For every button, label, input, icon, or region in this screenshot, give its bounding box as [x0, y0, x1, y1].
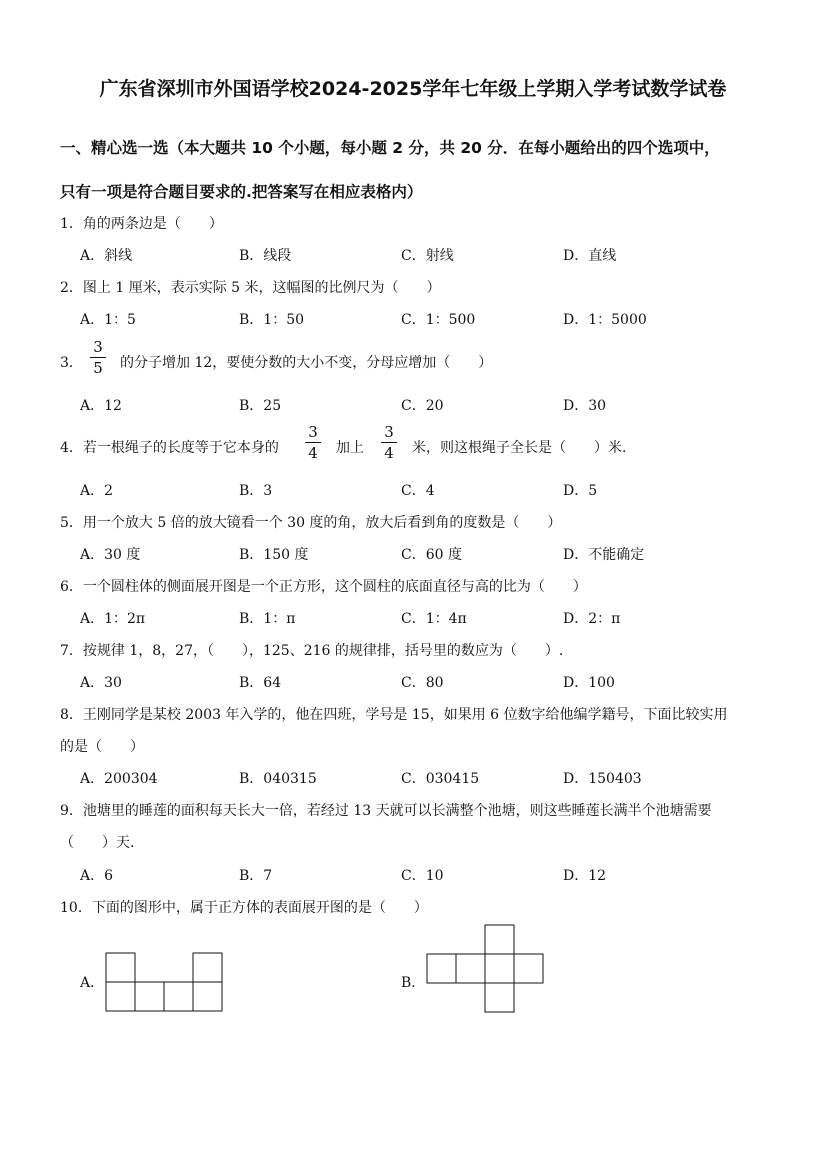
question-9-option-d[interactable]: D．12 [563, 868, 607, 884]
question-3-stem-suffix: 的分子增加 12，要使分数的大小不变，分母应增加（ ） [120, 355, 493, 371]
question-1-option-a[interactable]: A．斜线 [80, 248, 133, 264]
question-3-stem-prefix: 3． [60, 355, 83, 371]
fraction-bar [90, 357, 106, 358]
question-8-option-a[interactable]: A．200304 [80, 771, 158, 787]
fraction-numerator: 3 [93, 338, 103, 356]
question-9-stem: 9．池塘里的睡莲的面积每天长大一倍，若经过 13 天就可以长满整个池塘，则这些睡莲长满半个池塘需要 [60, 803, 712, 819]
question-2-option-c[interactable]: C．1：500 [401, 312, 476, 328]
fraction-bar [381, 442, 397, 443]
question-4-option-a[interactable]: A．2 [80, 483, 114, 499]
question-8-stem-line2: 的是（ ） [60, 739, 144, 755]
question-5-option-d[interactable]: D．不能确定 [563, 547, 645, 563]
question-9-option-b[interactable]: B．7 [239, 868, 273, 884]
question-10-option-b[interactable]: B． [401, 975, 426, 991]
cube-net-figure-b [426, 924, 546, 1015]
question-6-option-c[interactable]: C．1：4π [401, 611, 467, 627]
net-square [164, 982, 193, 1011]
fraction-denominator: 4 [384, 444, 394, 462]
question-10-option-a[interactable]: A． [80, 975, 105, 991]
net-square [135, 982, 164, 1011]
page-title: 广东省深圳市外国语学校2024-2025学年七年级上学期入学考试数学试卷 [99, 78, 727, 100]
question-1-option-c[interactable]: C．射线 [401, 248, 454, 264]
question-3-fraction [90, 338, 106, 377]
question-2-option-a[interactable]: A．1：5 [80, 312, 136, 328]
question-7-option-c[interactable]: C．80 [401, 675, 444, 691]
question-9-option-c[interactable]: C．10 [401, 868, 444, 884]
question-4-fraction-1 [305, 423, 321, 462]
question-4-fraction-2 [381, 423, 397, 462]
question-6-option-a[interactable]: A．1：2π [80, 611, 146, 627]
question-8-stem: 8．王刚同学是某校 2003 年入学的，他在四班，学号是 15，如果用 6 位数字给他编学籍号，下面比较实用 [60, 707, 728, 723]
question-4-option-d[interactable]: D．5 [563, 483, 598, 499]
question-1-stem: 1．角的两条边是（ ） [60, 216, 223, 232]
question-8-option-b[interactable]: B．040315 [239, 771, 317, 787]
question-6-option-d[interactable]: D．2：π [563, 611, 621, 627]
question-2-option-d[interactable]: D．1：5000 [563, 312, 647, 328]
question-3-option-a[interactable]: A．12 [80, 398, 122, 414]
fraction-numerator: 3 [384, 423, 394, 441]
question-4-stem-prefix: 4．若一根绳子的长度等于它本身的 [60, 440, 279, 456]
question-7-option-b[interactable]: B．64 [239, 675, 282, 691]
question-5-option-a[interactable]: A．30 度 [80, 547, 141, 563]
question-5-stem: 5．用一个放大 5 倍的放大镜看一个 30 度的角，放大后看到角的度数是（ ） [60, 515, 562, 531]
question-4-option-b[interactable]: B．3 [239, 483, 273, 499]
question-6-option-b[interactable]: B．1：π [239, 611, 296, 627]
question-9-stem-line2: （ ）天. [60, 835, 135, 851]
question-7-option-d[interactable]: D．100 [563, 675, 615, 691]
question-7-option-a[interactable]: A．30 [80, 675, 122, 691]
question-4-stem-suffix: 米，则这根绳子全长是（ ）米. [412, 440, 627, 456]
question-8-option-d[interactable]: D．150403 [563, 771, 642, 787]
net-square [193, 982, 222, 1011]
cube-net-figure-a [105, 952, 225, 1014]
question-3-option-b[interactable]: B．25 [239, 398, 282, 414]
question-8-option-c[interactable]: C．030415 [401, 771, 480, 787]
question-5-option-b[interactable]: B．150 度 [239, 547, 309, 563]
net-square [106, 953, 135, 982]
question-2-stem: 2．图上 1 厘米，表示实际 5 米，这幅图的比例尺为（ ） [60, 280, 441, 296]
question-5-option-c[interactable]: C．60 度 [401, 547, 462, 563]
net-square [514, 954, 543, 983]
net-square [427, 954, 456, 983]
fraction-denominator: 4 [308, 444, 318, 462]
question-2-option-b[interactable]: B．1：50 [239, 312, 305, 328]
fraction-denominator: 5 [93, 359, 103, 377]
net-square [485, 983, 514, 1012]
question-1-option-b[interactable]: B．线段 [239, 248, 292, 264]
question-9-option-a[interactable]: A．6 [80, 868, 114, 884]
question-3-option-c[interactable]: C．20 [401, 398, 444, 414]
question-3-option-d[interactable]: D．30 [563, 398, 607, 414]
net-square [485, 954, 514, 983]
net-square [193, 953, 222, 982]
question-10-stem: 10．下面的图形中，属于正方体的表面展开图的是（ ） [60, 900, 428, 916]
section-heading-line2: 只有一项是符合题目要求的.把答案写在相应表格内） [60, 183, 423, 201]
net-square [106, 982, 135, 1011]
net-square [456, 954, 485, 983]
question-4-stem-mid: 加上 [336, 440, 364, 456]
question-6-stem: 6．一个圆柱体的侧面展开图是一个正方形，这个圆柱的底面直径与高的比为（ ） [60, 579, 587, 595]
fraction-bar [305, 442, 321, 443]
section-heading-line1: 一、精心选一选（本大题共 10 个小题，每小题 2 分，共 20 分．在每小题给出的四个选项中， [60, 139, 720, 157]
fraction-numerator: 3 [308, 423, 318, 441]
net-square [485, 925, 514, 954]
question-7-stem: 7．按规律 1，8，27，（ ），125、216 的规律排，括号里的数应为（ ）. [60, 643, 564, 659]
question-1-option-d[interactable]: D．直线 [563, 248, 617, 264]
question-4-option-c[interactable]: C．4 [401, 483, 435, 499]
